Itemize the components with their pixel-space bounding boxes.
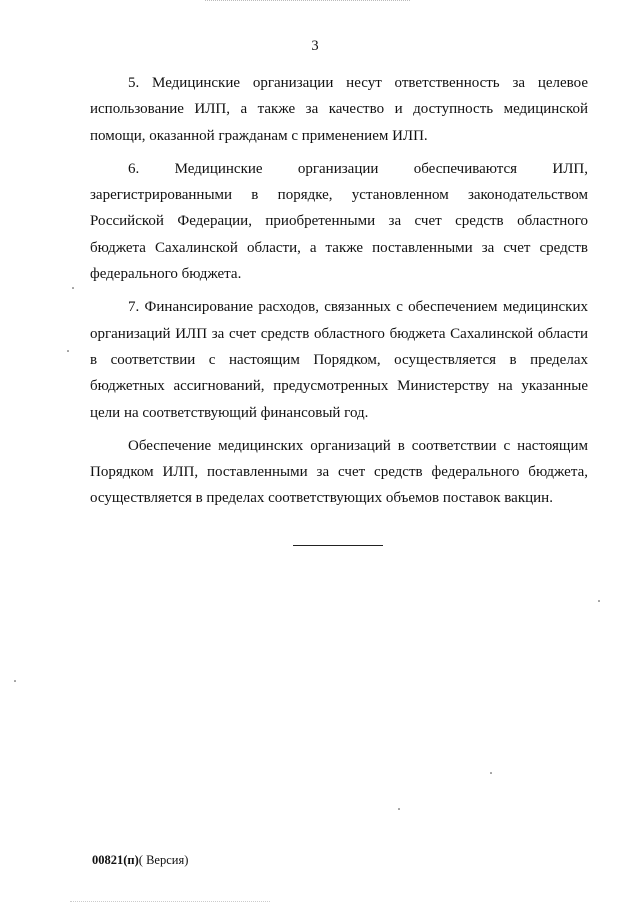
document-version: ( Версия) — [138, 853, 189, 867]
paragraph-5: 5. Медицинские организации несут ответственность за целевое использование ИЛП, а также за качество и доступность медицинской помощи, оказанной гражданам с применением ИЛП. — [90, 75, 588, 144]
end-separator-line — [293, 545, 383, 546]
scan-speck — [67, 350, 69, 352]
paragraph-federal-supply: Обеспечение медицинских организаций в соответствии с настоящим Порядком ИЛП, поставленными за счет средств федерального бюджета, осуществляется в пределах соответствующих объемов поставок вакцин. — [90, 437, 588, 507]
scan-artifact-bottom — [70, 901, 270, 902]
page-number: 3 — [311, 38, 319, 54]
paragraph-7: 7. Финансирование расходов, связанных с обеспечением медицинских организаций ИЛП за счет средств областного бюджета Сахалинской области в соответствии с настоящим Порядком, осуществляется в пределах бюджетных ассигнований, предусмотренных Министерству на указанные цели на соответствующий финансовый год. — [90, 299, 588, 421]
scan-speck — [72, 287, 74, 289]
document-body — [90, 70, 588, 519]
scan-artifact-top — [205, 0, 410, 1]
paragraph-6: 6. Медицинские организации обеспечиваются ИЛП, зарегистрированными в порядке, установленном законодательством Российской Федерации, приобретенными за счет средств областного бюджета Сахалинской области, а также поставленными за счет средств федерального бюджета. — [90, 160, 588, 283]
scan-speck — [598, 600, 600, 602]
scan-speck — [490, 772, 492, 774]
scan-speck — [398, 808, 400, 810]
scan-speck — [14, 680, 16, 682]
document-code: 00821(п) — [92, 853, 139, 867]
document-footer — [92, 853, 188, 868]
